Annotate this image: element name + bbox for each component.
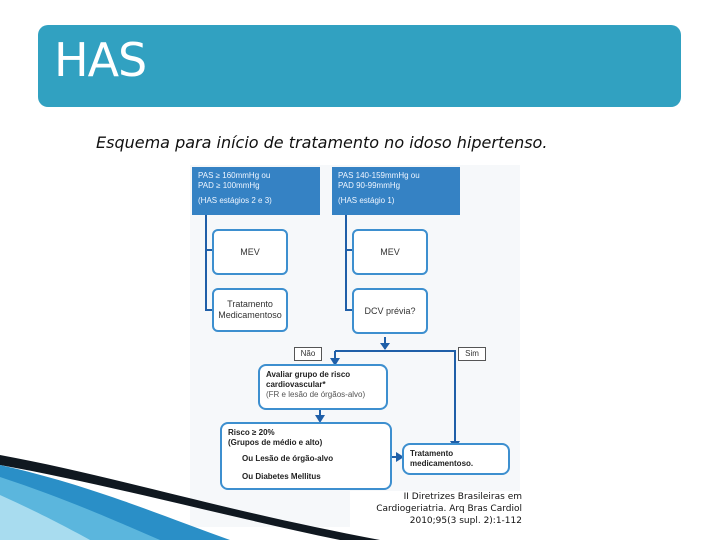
citation-line3: 2010;95(3 supl. 2):1-112: [409, 516, 522, 526]
dcv-arrow: [380, 343, 390, 350]
risk-high-line3: Ou Lesão de órgão-alvo: [242, 454, 334, 463]
citation-line2: Cardiogeriatria. Arq Bras Cardiol: [376, 504, 522, 514]
right-header-line1: PAS 140-159mmHg ou: [338, 171, 420, 180]
left-header-line3: (HAS estágios 2 e 3): [198, 196, 272, 205]
risk-eval-line2: cardiovascular*: [266, 380, 326, 389]
risk-high-line4: Ou Diabetes Mellitus: [242, 472, 321, 481]
yes-label: Sim: [465, 349, 479, 358]
no-label: Não: [300, 349, 316, 358]
right-mev-box: [352, 229, 428, 275]
right-dcv-label: DCV prévia?: [364, 305, 416, 316]
risk-eval-line3: (FR e lesão de órgãos-alvo): [266, 390, 366, 399]
left-treatment-line1: Tratamento: [227, 299, 273, 309]
left-treatment-line2: Medicamentoso: [218, 310, 282, 320]
left-header-line1: PAS ≥ 160mmHg ou: [198, 171, 271, 180]
citation-line1: II Diretrizes Brasileiras em: [403, 492, 522, 502]
left-header-box: [192, 167, 320, 215]
figure-caption: Esquema para início de tratamento no idoso hipertenso.: [96, 133, 548, 152]
risk-eval-box: [258, 364, 388, 410]
title-bar: [38, 25, 681, 107]
right-header-line2: PAD 90-99mmHg: [338, 181, 401, 190]
right-header-box: [332, 167, 460, 215]
right-header-line3: (HAS estágio 1): [338, 196, 395, 205]
left-treatment-box: [212, 288, 288, 332]
final-treatment-line2: medicamentoso.: [410, 459, 474, 468]
final-treatment-box: [402, 443, 510, 475]
final-treatment-line1: Tratamento: [410, 449, 454, 458]
no-label-box: [294, 347, 322, 361]
risk-eval-line1: Avaliar grupo de risco: [266, 370, 351, 379]
risk-high-line2: (Grupos de médio e alto): [228, 438, 323, 447]
risk-high-line1: Risco ≥ 20%: [228, 428, 275, 437]
left-mev-label: MEV: [240, 246, 260, 257]
yes-label-box: [458, 347, 486, 361]
page-title: HAS: [54, 33, 147, 87]
left-mev-box: [212, 229, 288, 275]
right-mev-label: MEV: [380, 246, 400, 257]
left-header-line2: PAD ≥ 100mmHg: [198, 181, 260, 190]
citation: [350, 491, 522, 527]
right-dcv-box: [352, 288, 428, 334]
decorative-swoosh: [0, 455, 380, 540]
